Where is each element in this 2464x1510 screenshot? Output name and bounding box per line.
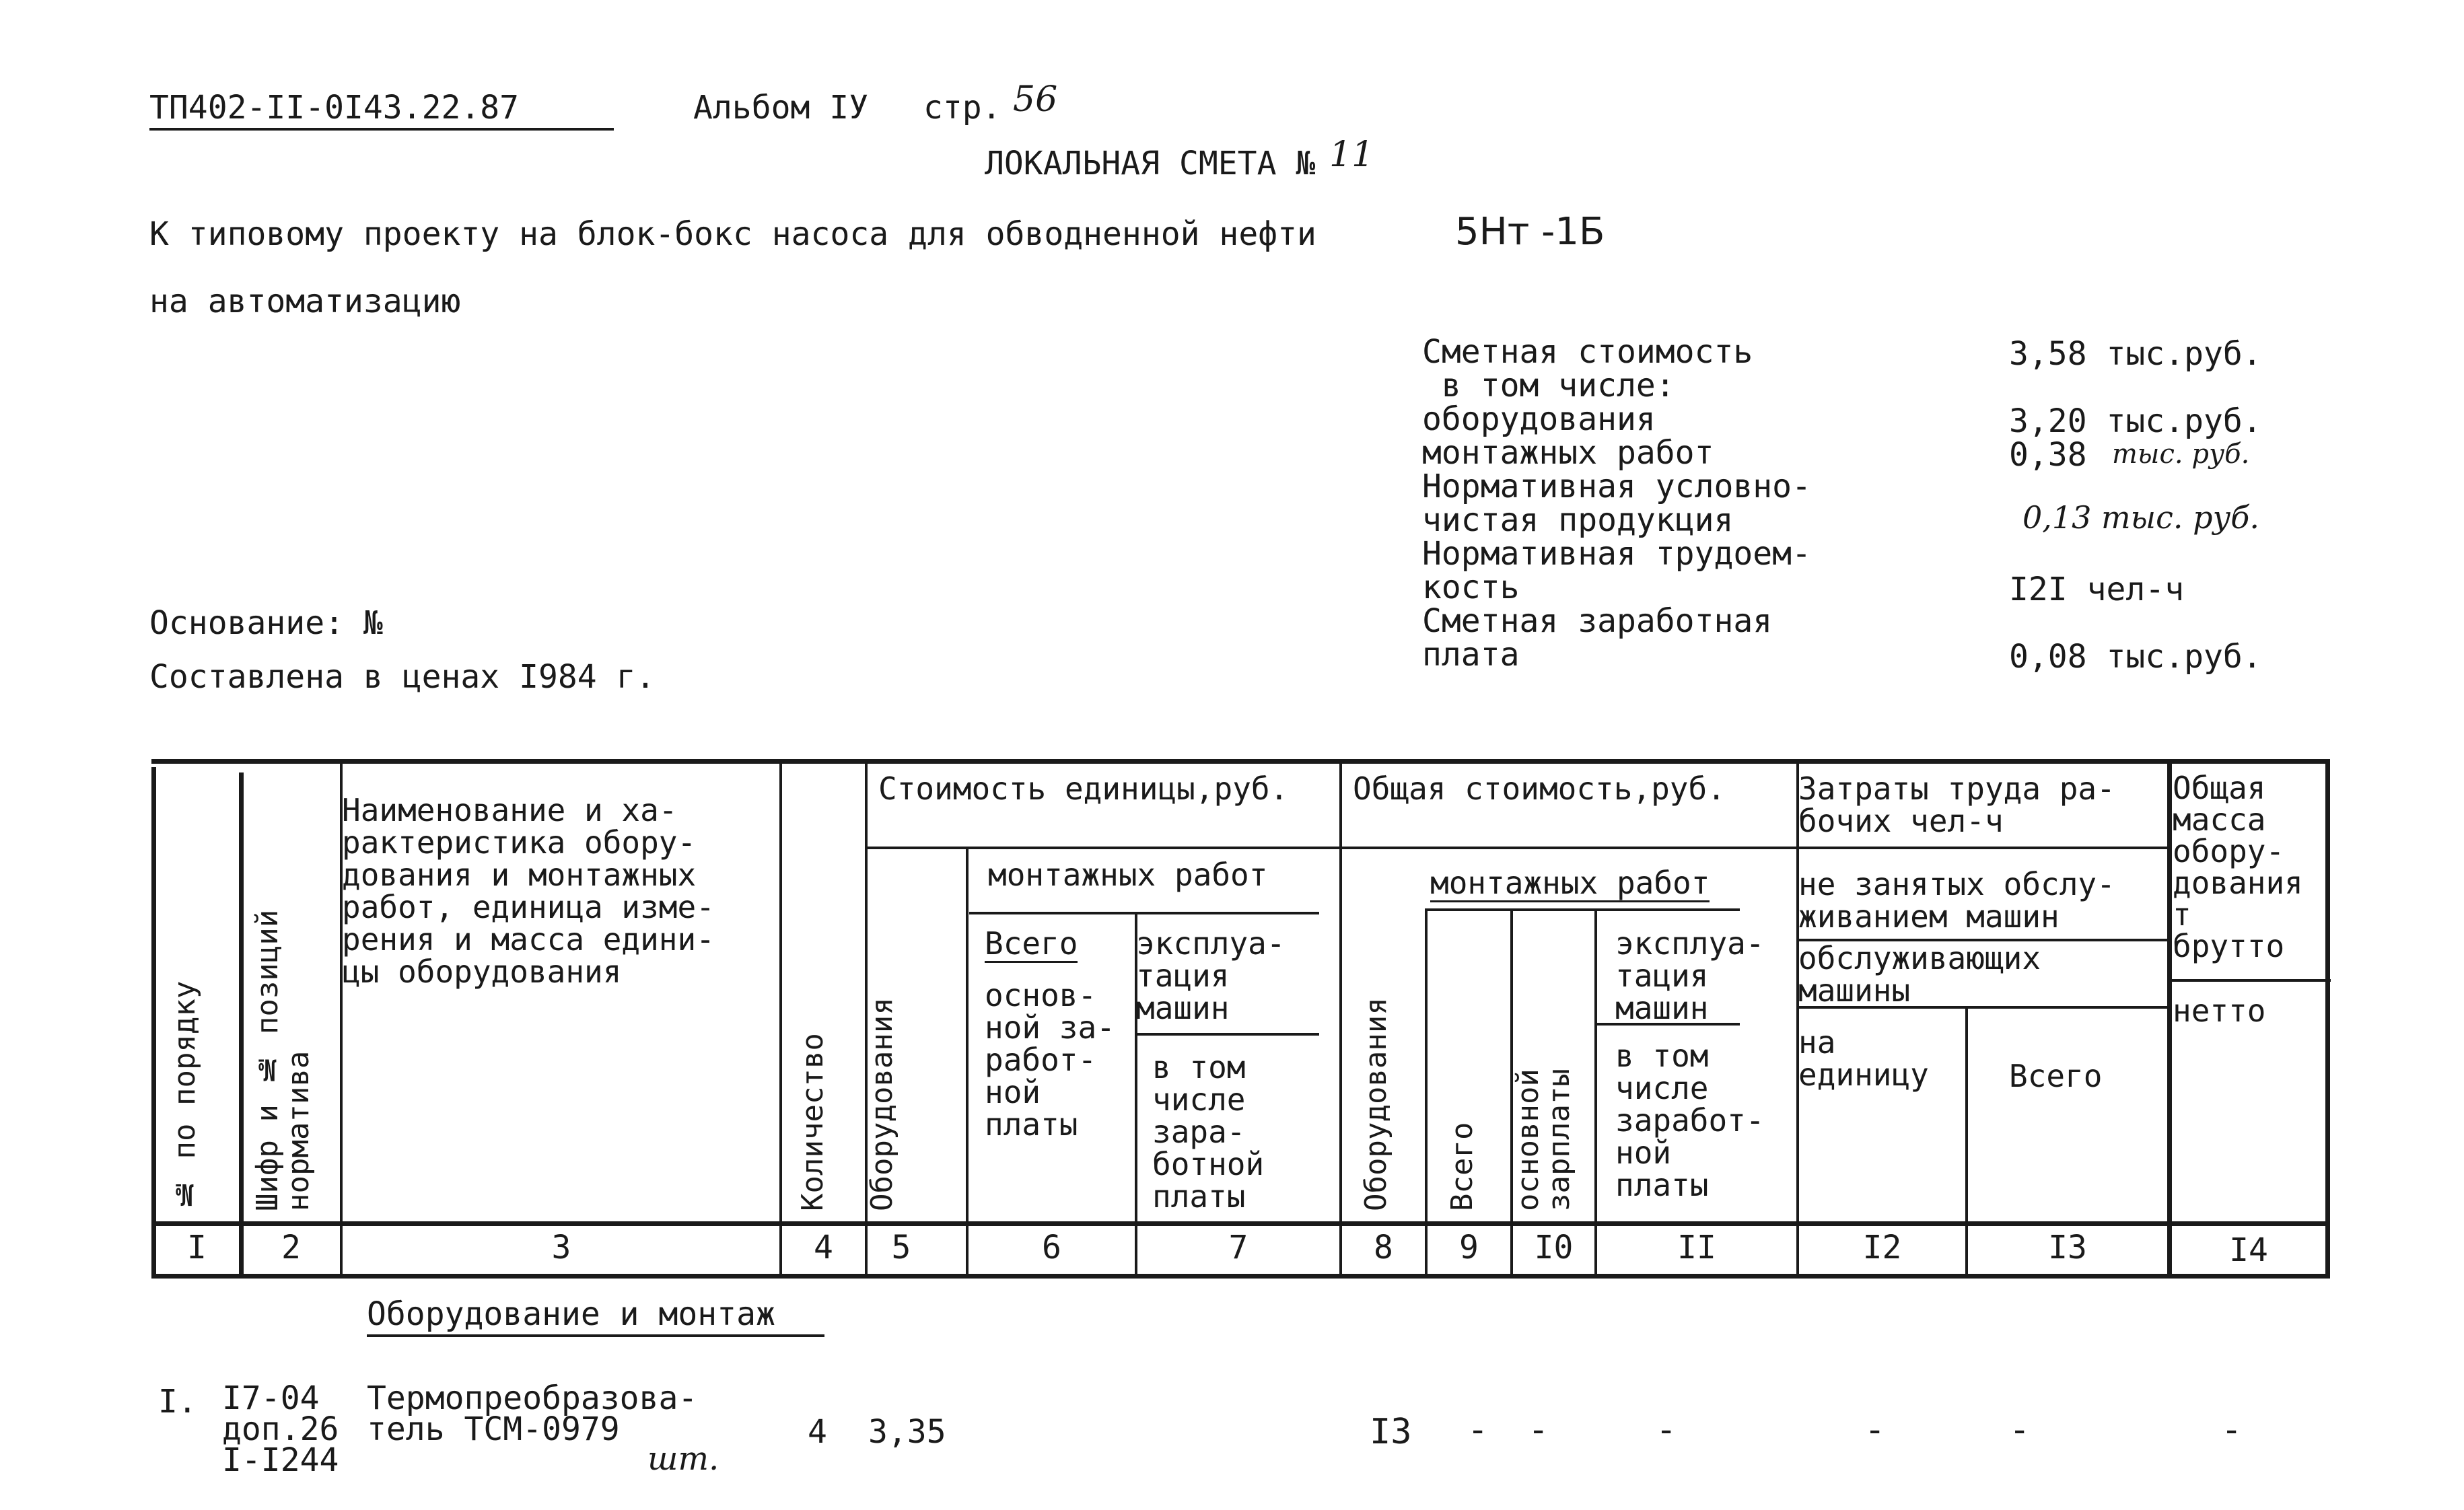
header-mount-works: монтажных работ [988, 857, 1268, 893]
row-name [367, 1379, 698, 1448]
column-number: I2 [1862, 1229, 1902, 1266]
header-labor: Затраты труда ра- бочих чел-ч [1798, 770, 2115, 839]
table-top-border [151, 759, 2330, 764]
table-bottom-border [151, 1274, 2330, 1279]
column-number: I4 [2229, 1231, 2268, 1269]
row-name-line: тель ТСМ-0979 [367, 1410, 620, 1448]
column-number: 2 [281, 1229, 301, 1266]
column-border [151, 767, 156, 1276]
header-col-14-bottom: нетто [2173, 993, 2266, 1029]
column-border [2167, 759, 2172, 1276]
column-border [239, 772, 244, 1276]
header-labor-sub2: обслуживающих машины [1798, 940, 2041, 1009]
header-col-10: основной зарплаты [1511, 1069, 1576, 1211]
page-label: стр. [923, 89, 1001, 127]
summary-label: оборудования [1422, 400, 1656, 438]
project-line-2: на автоматизацию [149, 283, 461, 320]
header-col-4: Количество [796, 1033, 830, 1211]
header-col-5: Оборудования [865, 997, 899, 1211]
row-dash-col13: - [2009, 1410, 2031, 1450]
summary-label: в том числе: [1422, 367, 1675, 404]
column-border [1425, 908, 1428, 1276]
total-mount-divider [1427, 908, 1740, 911]
column-number: 4 [814, 1229, 833, 1266]
column-number: I0 [1534, 1229, 1574, 1266]
header-col-11-sub: в том числе заработ- ной платы [1615, 1038, 1765, 1203]
header-col-7-title: эксплуа- тация машин [1136, 925, 1286, 1026]
estimate-title: ЛОКАЛЬНАЯ СМЕТА № [985, 145, 1316, 182]
summary-label: Сметная стоимость [1422, 333, 1753, 371]
basis-label: Основание: № [149, 604, 383, 642]
header-divider [865, 847, 2169, 849]
column-border [2325, 759, 2330, 1276]
column-number: I3 [2048, 1229, 2087, 1266]
row-unit-cost-equipment: 3,35 [868, 1413, 946, 1451]
row-code [222, 1379, 339, 1479]
header-col-2: Шифр и № позиций норматива [250, 909, 316, 1211]
mount-divider [969, 912, 1319, 914]
row-index: I. [158, 1383, 197, 1421]
row-code-line: доп.26 [222, 1410, 339, 1448]
row-dash-col11: - [1656, 1410, 1677, 1450]
row-code-line: I7-04 [222, 1379, 320, 1417]
header-col-13: Всего [2009, 1058, 2103, 1094]
row-name-line: Термопреобразова- [367, 1379, 698, 1417]
column-border [966, 847, 969, 1276]
project-code: 5Нт -1Б [1455, 210, 1605, 254]
header-bottom-border [151, 1221, 2330, 1226]
summary-label: Нормативная трудоем- [1422, 535, 1811, 573]
header-col-3: Наименование и ха- рактеристика обору- дования и монтажных работ, единица изме- рения и масса едини- цы оборудования [342, 792, 715, 990]
column-border [1339, 759, 1342, 1276]
row-dash-col12: - [1864, 1410, 1886, 1450]
header-unit-cost: Стоимость единицы,руб. [878, 770, 1289, 807]
row-dash-col14: - [2221, 1410, 2243, 1450]
summary-mount-unit: тыс. руб. [2112, 439, 2250, 470]
summary-label: монтажных работ [1422, 434, 1714, 472]
section-title: Оборудование и монтаж [367, 1295, 824, 1337]
summary-label: кость [1422, 569, 1520, 606]
row-total-equipment: I3 [1370, 1412, 1412, 1452]
summary-label: Сметная заработная [1422, 602, 1773, 640]
header-col-14-top: Общая масса обору- дования т брутто [2173, 770, 2303, 964]
header-col-1: № по порядку [168, 980, 202, 1211]
column-number: I [187, 1229, 207, 1266]
column-border [779, 759, 782, 1276]
summary-salary-value: 0,08 тыс.руб. [2009, 638, 2262, 676]
summary-mount-value: 0,38 [2009, 436, 2087, 474]
document-code: ТП402-II-0I43.22.87 [149, 89, 614, 131]
page-number: 56 [1013, 79, 1058, 120]
row-code-line: I-I244 [222, 1441, 339, 1479]
estimate-number: 11 [1329, 135, 1374, 175]
column-border [1594, 908, 1597, 1276]
header-col-8: Оборудования [1359, 997, 1393, 1211]
header-labor-sub: не занятых обслу- живанием машин [1798, 866, 2115, 935]
column-number: II [1677, 1229, 1716, 1266]
header-total-mount-works: монтажных работ [1430, 865, 1710, 901]
column-number: 7 [1228, 1229, 1248, 1266]
column-number: 5 [891, 1229, 911, 1266]
summary-labels [1422, 335, 1811, 672]
exploit-divider [1137, 1033, 1319, 1036]
summary-label: чистая продукция [1422, 501, 1734, 539]
column-number: 9 [1459, 1229, 1479, 1266]
row-dash-col9: - [1467, 1410, 1489, 1450]
summary-label: Нормативная условно- [1422, 468, 1811, 505]
header-col-11-title: эксплуа- тация машин [1615, 925, 1765, 1026]
column-number: 6 [1042, 1229, 1061, 1266]
prices-label: Составлена в ценах I984 г. [149, 658, 656, 696]
row-quantity: 4 [808, 1413, 827, 1451]
header-col-6-title: Всего [985, 925, 1078, 962]
row-unit: шт. [647, 1440, 719, 1478]
header-col-12: на единицу [1798, 1024, 1929, 1093]
row-dash-col10: - [1528, 1410, 1549, 1450]
summary-total-value: 3,58 тыс.руб. [2009, 335, 2262, 373]
summary-labor-value: I2I чел-ч [2009, 571, 2185, 608]
album-label: Альбом IУ [693, 89, 869, 127]
header-col-7-sub: в том числе зара- ботной платы [1152, 1049, 1265, 1215]
summary-equipment-value: 3,20 тыс.руб. [2009, 402, 2262, 440]
header-total-cost: Общая стоимость,руб. [1353, 770, 1726, 807]
column-number: 8 [1374, 1229, 1393, 1266]
project-line: К типовому проекту на блок-бокс насоса для обводненной нефти [149, 215, 1316, 253]
column-number: 3 [551, 1229, 571, 1266]
header-col-6-sub: основ- ной за- работ- ной платы [985, 977, 1115, 1143]
header-col-9: Всего [1445, 1122, 1479, 1211]
mass-divider [2169, 979, 2331, 982]
summary-label: плата [1422, 636, 1520, 674]
summary-product-value: 0,13 тыс. руб. [2022, 499, 2259, 536]
